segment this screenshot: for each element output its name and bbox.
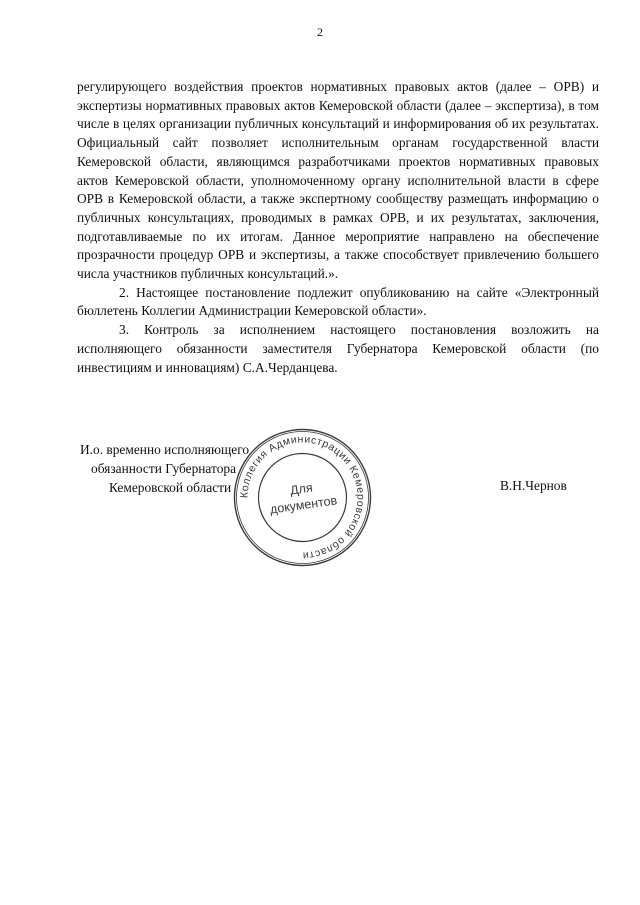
stamp-center-line: документов xyxy=(269,493,338,517)
paragraph-continuation: регулирующего воздействия проектов нормативных правовых актов (далее – ОРВ) и экспертизы нормативных правовых актов Кемеровской области (далее – экспертиза), в том числе в целях организации публичных консультаций и информирования об их результатах. Официальный сайт позволяет исполнительным органам государственной власти Кемеровской области, являющимся разработчиками проектов нормативных правовых актов Кемеровской области, уполномоченному органу исполнительной власти в сфере ОРВ в Кемеровской области, а также экспертному сообществу размещать информацию о публичных консультациях, проводимых в рамках ОРВ, и их результатах, заключения, подготавливаемые по их итогам. Данное мероприятие направлено на обеспечение прозрачности процедур ОРВ и экспертизы, а также способствует привлечению большего числа участников публичных консультаций.». xyxy=(77,79,599,282)
page-number: 2 xyxy=(317,25,323,39)
official-stamp xyxy=(230,425,375,570)
stamp-ring-text: Коллегия Администрации Кемеровской области xyxy=(238,433,367,562)
signatory-title-line: Кемеровской области xyxy=(109,480,232,495)
stamp-center-line: Для xyxy=(289,480,314,498)
signatory-name: В.Н.Чернов xyxy=(500,478,567,493)
paragraph-item-3: 3. Контроль за исполнением настоящего постановления возложить на исполняющего обязанности заместителя Губернатора Кемеровской области (по инвестициям и инновациям) С.А.Черданцева. xyxy=(77,322,599,375)
signatory-title-line: И.о. временно исполняющего xyxy=(80,442,250,457)
paragraph-item-2: 2. Настоящее постановление подлежит опубликованию на сайте «Электронный бюллетень Коллегии Администрации Кемеровской области». xyxy=(77,284,599,319)
signatory-title-line: обязанности Губернатора xyxy=(91,461,237,476)
document-body xyxy=(77,78,599,377)
